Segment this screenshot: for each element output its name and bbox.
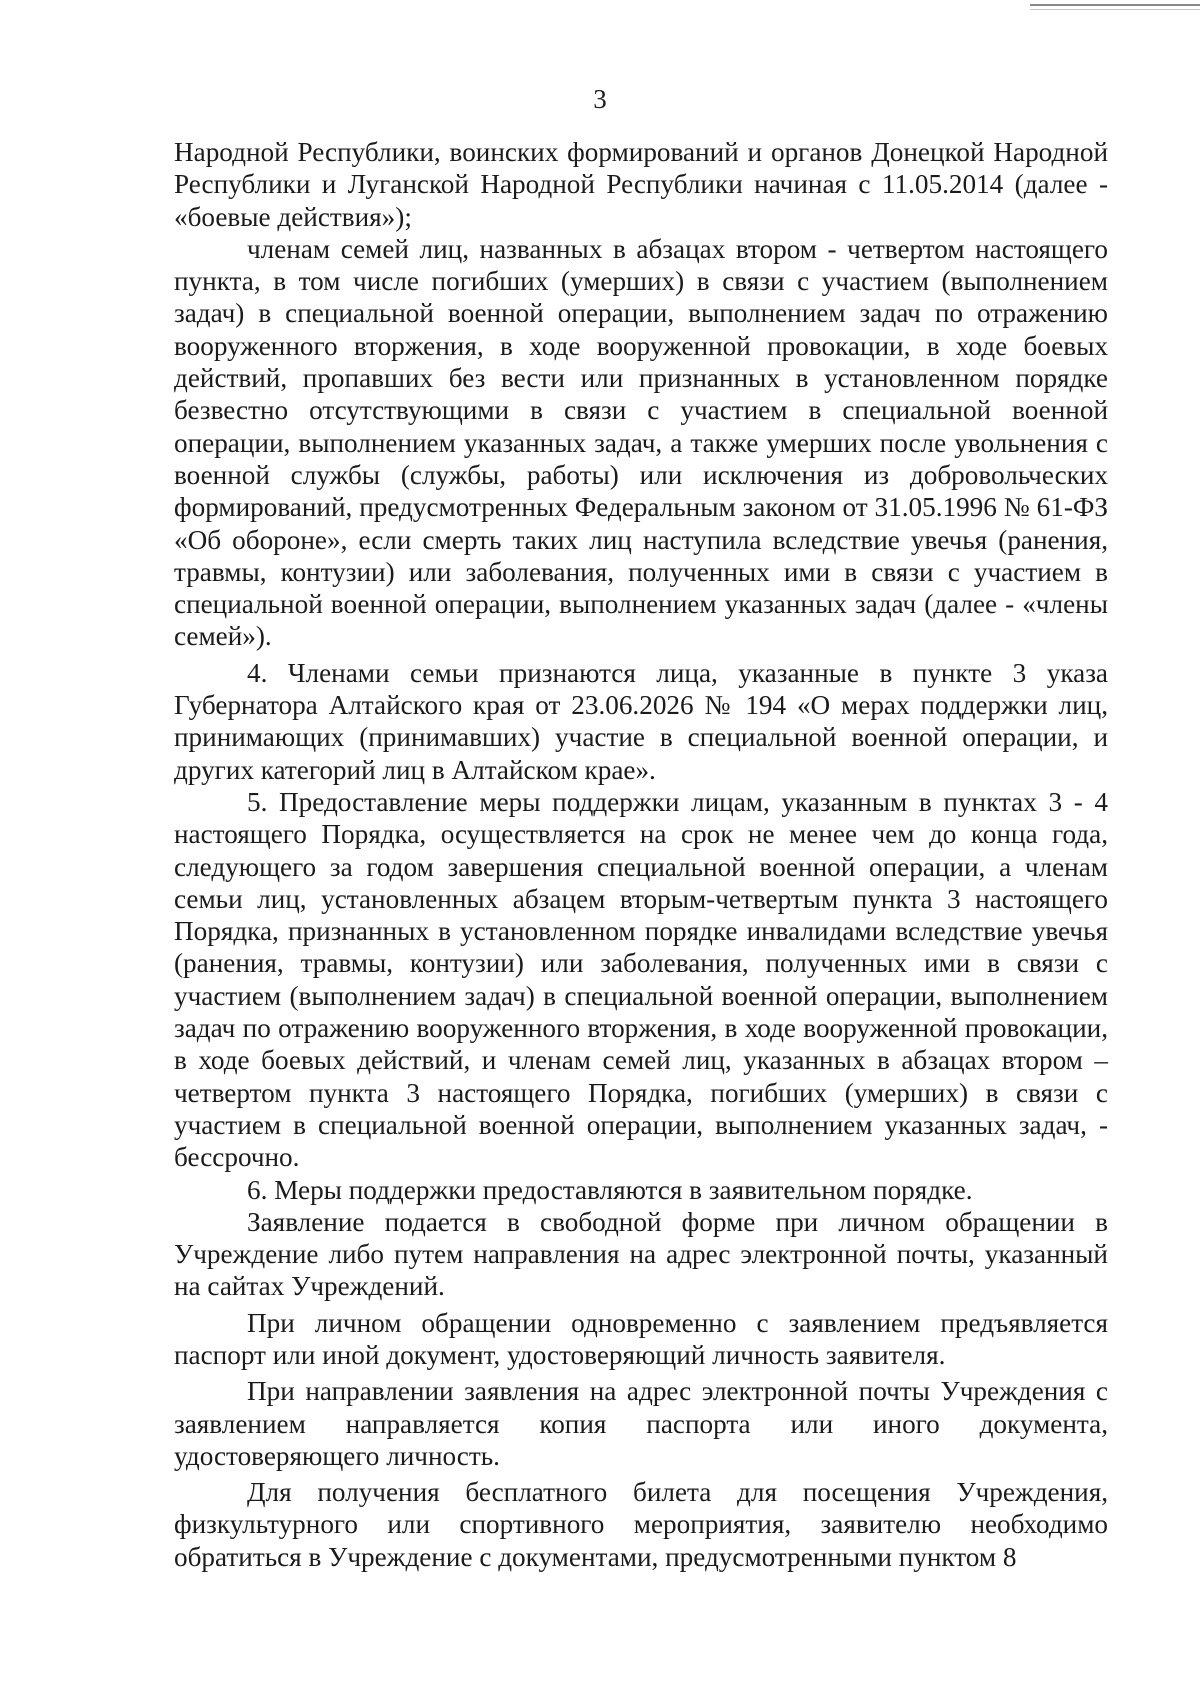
paragraph-email-submission: При направлении заявления на адрес электронной почты Учреждения с заявлением направляется копия паспорта или иного документа, удостоверяющего личность.	[174, 1376, 1108, 1471]
document-body	[174, 136, 1108, 1573]
paragraph-item-5: 5. Предоставление меры поддержки лицам, указанным в пунктах 3 - 4 настоящего Порядка, осуществляется на срок не менее чем до конца года, следующего за годом завершения специальной военной операции, а членам семьи лиц, установленных абзацем вторым-четвертым пункта 3 настоящего Порядка, признанных в установленном порядке инвалидами вследствие увечья (ранения, травмы, контузии) или заболевания, полученных ими в связи с участием (выполнением задач) в специальной военной операции, выполнением задач по отражению вооруженного вторжения, в ходе вооруженной провокации, в ходе боевых действий, и членам семей лиц, указанных в абзацах втором – четвертом пункта 3 настоящего Порядка, погибших (умерших) в связи с участием в специальной военной операции, выполнением указанных задач, - бессрочно.	[174, 786, 1108, 1173]
page-number: 3	[593, 84, 607, 114]
paragraph-item-4: 4. Членами семьи признаются лица, указанные в пункте 3 указа Губернатора Алтайского края от 23.06.2026 № 194 «О мерах поддержки лиц, принимающих (принимавших) участие в специальной военной операции, и других категорий лиц в Алтайском крае».	[174, 657, 1108, 785]
scan-edge-line-secondary	[1030, 9, 1200, 10]
paragraph-item-6: 6. Меры поддержки предоставляются в заявительном порядке.	[247, 1174, 973, 1205]
paragraph-continuation: Народной Республики, воинских формирований и органов Донецкой Народной Республики и Луганской Народной Республики начиная с 11.05.2014 (далее - «боевые действия»);	[174, 137, 1108, 232]
paragraph-personal-appeal: При личном обращении одновременно с заявлением предъявляется паспорт или иной документ, удостоверяющий личность заявителя.	[174, 1307, 1108, 1370]
scan-edge-line	[1030, 4, 1200, 6]
paragraph-free-ticket: Для получения бесплатного билета для посещения Учреждения, физкультурного или спортивного мероприятия, заявителю необходимо обратиться в Учреждение с документами, предусмотренными пунктом 8	[174, 1477, 1108, 1572]
paragraph-family-members: членам семей лиц, названных в абзацах втором - четвертом настоящего пункта, в том числе погибших (умерших) в связи с участием (выполнением задач) в специальной военной операции, выполнением задач по отражению вооруженного вторжения, в ходе вооруженной провокации, в ходе боевых действий, пропавших без вести или признанных в установленном порядке безвестно отсутствующими в связи с участием в специальной военной операции, выполнением указанных задач, а также умерших после увольнения с военной службы (службы, работы) или исключения из добровольческих формирований, предусмотренных Федеральным законом от 31.05.1996 № 61-ФЗ «Об обороне», если смерть таких лиц наступила вследствие увечья (ранения, травмы, контузии) или заболевания, полученных ими в связи с участием в специальной военной операции, выполнением указанных задач (далее - «члены семей»).	[174, 233, 1108, 652]
paragraph-application-form: Заявление подается в свободной форме при личном обращении в Учреждение либо путем направления на адрес электронной почты, указанный на сайтах Учреждений.	[174, 1206, 1108, 1302]
